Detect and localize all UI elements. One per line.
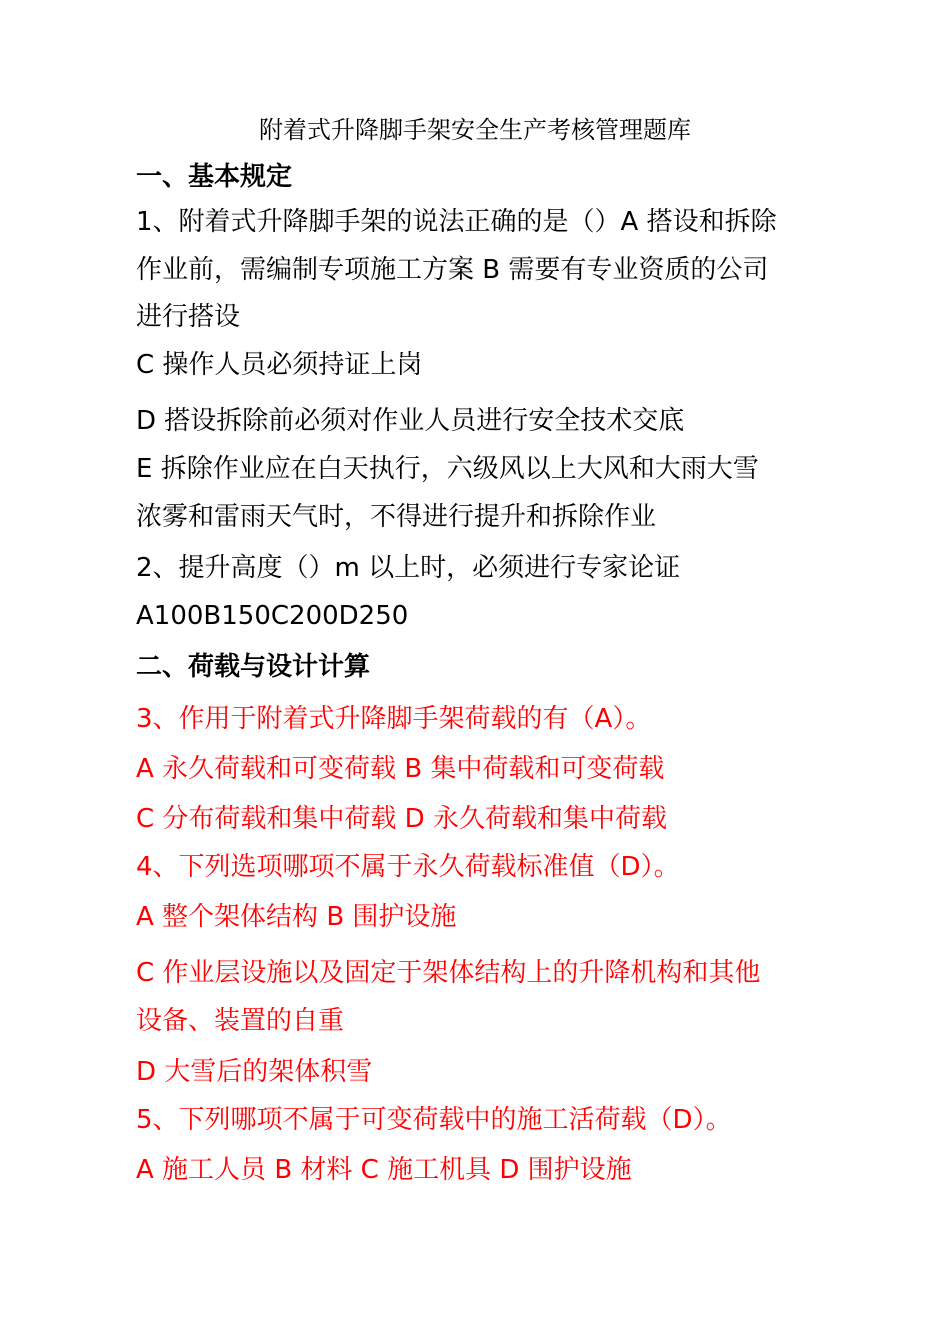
question-3-options-ab: A 永久荷载和可变荷载 B 集中荷载和可变荷载: [136, 754, 665, 784]
question-1-line-3: 进行搭设: [136, 302, 241, 332]
question-1-line-2: 作业前，需编制专项施工方案 B 需要有专业资质的公司: [136, 255, 769, 285]
question-4-option-c-line-1: C 作业层设施以及固定于架体结构上的升降机构和其他: [136, 958, 761, 988]
question-1-line-1: 1、附着式升降脚手架的说法正确的是（）A 搭设和拆除: [136, 207, 777, 237]
question-1-option-e-line-1: E 拆除作业应在白天执行，六级风以上大风和大雨大雪: [136, 454, 759, 484]
section-heading-load-design: 二、荷载与设计计算: [136, 652, 371, 682]
question-1-option-c: C 操作人员必须持证上岗: [136, 350, 423, 380]
question-1-option-e-line-2: 浓雾和雷雨天气时，不得进行提升和拆除作业: [136, 502, 657, 532]
question-1-option-d: D 搭设拆除前必须对作业人员进行安全技术交底: [136, 406, 685, 436]
question-4-options-ab: A 整个架体结构 B 围护设施: [136, 902, 457, 932]
question-4-option-c-line-2: 设备、装置的自重: [136, 1006, 345, 1036]
question-3-options-cd: C 分布荷载和集中荷载 D 永久荷载和集中荷载: [136, 804, 667, 834]
section-heading-basic-rules: 一、基本规定: [136, 162, 293, 192]
document-title: 附着式升降脚手架安全生产考核管理题库: [259, 116, 691, 144]
question-5-text: 5、下列哪项不属于可变荷载中的施工活荷载（D）。: [136, 1105, 732, 1135]
question-4-text: 4、下列选项哪项不属于永久荷载标准值（D）。: [136, 852, 680, 882]
question-3-text: 3、作用于附着式升降脚手架荷载的有（A）。: [136, 704, 652, 734]
question-2-options: A100B150C200D250: [136, 601, 409, 631]
question-2-text: 2、提升高度（）m 以上时，必须进行专家论证: [136, 553, 681, 583]
question-4-option-d: D 大雪后的架体积雪: [136, 1057, 373, 1087]
question-5-options: A 施工人员 B 材料 C 施工机具 D 围护设施: [136, 1155, 632, 1185]
